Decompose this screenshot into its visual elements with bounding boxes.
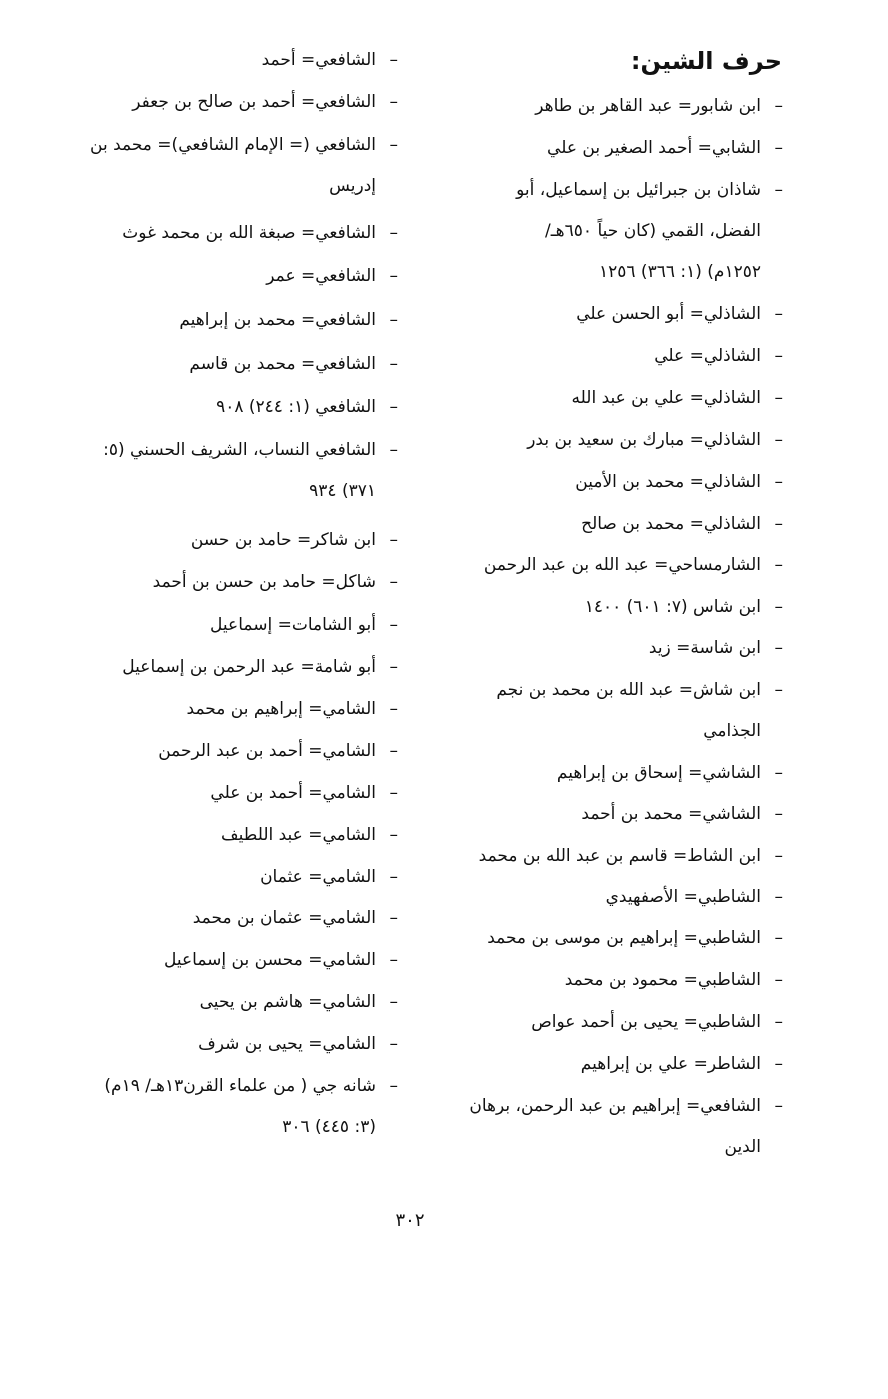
entry-text: الشافعي= عمر: [266, 266, 376, 286]
index-entry: –الشاطبي= يحيى بن أحمد عواص: [531, 1012, 783, 1032]
index-entry: –الشابي= أحمد الصغير بن علي: [547, 138, 783, 158]
index-entry: –ابن شابور= عبد القاهر بن طاهر: [535, 96, 783, 116]
index-entry: –الشاطبي= الأصفهيدي: [605, 887, 783, 907]
entry-text: الشافعي= محمد بن إبراهيم: [179, 310, 376, 330]
index-entry: –الشامي= أحمد بن عبد الرحمن: [158, 741, 398, 761]
entry-text: الشاطبي= محمود بن محمد: [564, 970, 761, 990]
entry-text: ابن شاسة= زيد: [648, 638, 761, 658]
index-entry: –الشامي= عثمان بن محمد: [192, 908, 398, 928]
entry-text-continued: ٣٧١) ٩٣٤: [309, 481, 376, 501]
index-entry: –الشافعي= صبغة الله بن محمد غوث: [122, 223, 398, 243]
entry-text: ابن شاس (٧: ٦٠١) ١٤٠٠: [584, 597, 761, 617]
entry-text: الشافعي= صبغة الله بن محمد غوث: [122, 223, 376, 243]
index-entry: –الشاذلي= مبارك بن سعيد بن بدر: [527, 430, 783, 450]
entry-text: الشاطبي= الأصفهيدي: [605, 887, 761, 907]
index-entry: –الشاذلي= علي بن عبد الله: [571, 388, 783, 408]
entry-text: الشاذلي= علي: [654, 346, 761, 366]
entry-text-continued: الفضل، القمي (كان حياً ٦٥٠هـ/: [544, 221, 761, 241]
index-entry: –الشاشي= محمد بن أحمد: [581, 804, 783, 824]
index-entry: –الشافعي (= الإمام الشافعي)= محمد بن إدريس: [53, 125, 398, 207]
entry-text: ابن شاكر= حامد بن حسن: [190, 530, 376, 550]
entry-text: الشامي= يحيى بن شرف: [198, 1034, 376, 1054]
index-entry: –الشامي= عثمان: [260, 867, 398, 887]
entry-text-continued: الدين: [724, 1137, 761, 1157]
entry-text: الشافعي النساب، الشريف الحسني (٥:: [103, 440, 376, 460]
entry-text: الشاطبي= يحيى بن أحمد عواص: [531, 1012, 761, 1032]
index-entry: –الشامي= أحمد بن علي: [210, 783, 398, 803]
index-entry: –ابن شاكر= حامد بن حسن: [190, 530, 398, 550]
entry-text: الشافعي= أحمد: [261, 50, 376, 70]
entry-text: الشاذلي= أبو الحسن علي: [576, 304, 761, 324]
index-entry: –الشارمساحي= عبد الله بن عبد الرحمن: [483, 555, 783, 575]
index-entry: –ابن الشاط= قاسم بن عبد الله بن محمد: [478, 846, 783, 866]
entry-text: أبو شامة= عبد الرحمن بن إسماعيل: [122, 657, 376, 677]
entry-text: الشاذلي= محمد بن صالح: [581, 514, 761, 534]
entry-text: شاكل= حامد بن حسن بن أحمد: [152, 572, 376, 592]
entry-text: الشامي= محسن بن إسماعيل: [164, 950, 376, 970]
entry-text: ابن شابور= عبد القاهر بن طاهر: [535, 96, 761, 116]
entry-text-continued: (٣: ٤٤٥) ٣٠٦: [282, 1117, 376, 1137]
index-entry: –الشاذلي= علي: [654, 346, 783, 366]
index-entry: –ابن شاس (٧: ٦٠١) ١٤٠٠: [584, 597, 783, 617]
index-entry: –الشافعي= محمد بن إبراهيم: [179, 310, 398, 330]
entry-text: الشافعي= محمد بن قاسم: [189, 354, 376, 374]
entry-text: الشاطبي= إبراهيم بن موسى بن محمد: [487, 928, 761, 948]
entry-text: الشافعي= أحمد بن صالح بن جعفر: [132, 92, 376, 112]
index-entry: –الشامي= هاشم بن يحيى: [199, 992, 398, 1012]
entry-text: شانه جي ( من علماء القرن١٣هـ/ ١٩م): [104, 1076, 376, 1096]
index-entry: –الشاشي= إسحاق بن إبراهيم: [556, 763, 783, 783]
index-entry: –أبو الشامات= إسماعيل: [210, 615, 398, 635]
entry-text-continued: الجذامي: [703, 721, 761, 741]
entry-text: الشامي= عثمان بن محمد: [192, 908, 376, 928]
entry-text: الشامي= هاشم بن يحيى: [199, 992, 376, 1012]
entry-text: الشامي= عثمان: [260, 867, 376, 887]
entry-text: الشامي= أحمد بن عبد الرحمن: [158, 741, 376, 761]
entry-text: الشابي= أحمد الصغير بن علي: [547, 138, 761, 158]
entry-text: الشامي= عبد اللطيف: [221, 825, 376, 845]
entry-text: الشامي= إبراهيم بن محمد: [186, 699, 376, 719]
index-entry: –شانه جي ( من علماء القرن١٣هـ/ ١٩م) (٣: ٤٤٥) ٣٠٦: [53, 1066, 398, 1148]
entry-text: الشاذلي= علي بن عبد الله: [571, 388, 761, 408]
index-entry: –شاكل= حامد بن حسن بن أحمد: [152, 572, 398, 592]
entry-text-continued: ١٢٥٢م) (١: ٣٦٦) ١٢٥٦: [599, 262, 761, 282]
index-entry: –ابن شاش= عبد الله بن محمد بن نجم الجذامي: [428, 670, 783, 752]
index-entry: –الشامي= محسن بن إسماعيل: [164, 950, 398, 970]
index-entry: –الشافعي (١: ٢٤٤) ٩٠٨: [216, 397, 398, 417]
index-entry: –ابن شاسة= زيد: [648, 638, 783, 658]
index-entry: –الشاطبي= محمود بن محمد: [564, 970, 783, 990]
entry-text: الشاطر= علي بن إبراهيم: [580, 1054, 761, 1074]
index-entry: –الشاذلي= محمد بن الأمين: [575, 472, 783, 492]
index-entry: –الشافعي= أحمد بن صالح بن جعفر: [132, 92, 398, 112]
index-entry: –الشاطر= علي بن إبراهيم: [580, 1054, 783, 1074]
entry-text-continued: إدريس: [329, 176, 376, 196]
index-entry: –الشافعي= إبراهيم بن عبد الرحمن، برهان الدين: [428, 1086, 783, 1168]
entry-text: شاذان بن جبرائيل بن إسماعيل، أبو: [516, 180, 761, 200]
entry-text: ابن الشاط= قاسم بن عبد الله بن محمد: [478, 846, 761, 866]
entry-text: أبو الشامات= إسماعيل: [210, 615, 376, 635]
index-entry: –الشاذلي= محمد بن صالح: [581, 514, 783, 534]
index-entry: –الشافعي= عمر: [266, 266, 398, 286]
entry-text: الشاذلي= محمد بن الأمين: [575, 472, 761, 492]
index-entry: –الشافعي= محمد بن قاسم: [189, 354, 398, 374]
index-entry: –أبو شامة= عبد الرحمن بن إسماعيل: [122, 657, 398, 677]
entry-text: الشارمساحي= عبد الله بن عبد الرحمن: [483, 555, 761, 575]
index-entry: –الشافعي النساب، الشريف الحسني (٥: ٣٧١) ٩٣٤: [53, 430, 398, 512]
index-entry: –الشامي= يحيى بن شرف: [198, 1034, 398, 1054]
entry-text: الشافعي (= الإمام الشافعي)= محمد بن: [90, 135, 376, 155]
page-number: ٣٠٢: [395, 1210, 425, 1231]
section-heading: حرف الشين:: [630, 47, 782, 75]
index-entry: –الشامي= عبد اللطيف: [221, 825, 398, 845]
entry-text: الشاذلي= مبارك بن سعيد بن بدر: [527, 430, 761, 450]
index-entry: –الشاذلي= أبو الحسن علي: [576, 304, 783, 324]
index-entry: –الشامي= إبراهيم بن محمد: [186, 699, 398, 719]
index-entry: –شاذان بن جبرائيل بن إسماعيل، أبو الفضل، القمي (كان حياً ٦٥٠هـ/ ١٢٥٢م) (١: ٣٦٦) ١٢٥٦: [428, 170, 783, 293]
index-entry: –الشاطبي= إبراهيم بن موسى بن محمد: [487, 928, 783, 948]
entry-text: الشافعي (١: ٢٤٤) ٩٠٨: [216, 397, 376, 417]
entry-text: الشافعي= إبراهيم بن عبد الرحمن، برهان: [469, 1096, 761, 1116]
entry-text: الشاشي= محمد بن أحمد: [581, 804, 761, 824]
entry-text: الشامي= أحمد بن علي: [210, 783, 376, 803]
entry-text: الشاشي= إسحاق بن إبراهيم: [556, 763, 761, 783]
index-entry: –الشافعي= أحمد: [261, 50, 398, 70]
entry-text: ابن شاش= عبد الله بن محمد بن نجم: [496, 680, 761, 700]
